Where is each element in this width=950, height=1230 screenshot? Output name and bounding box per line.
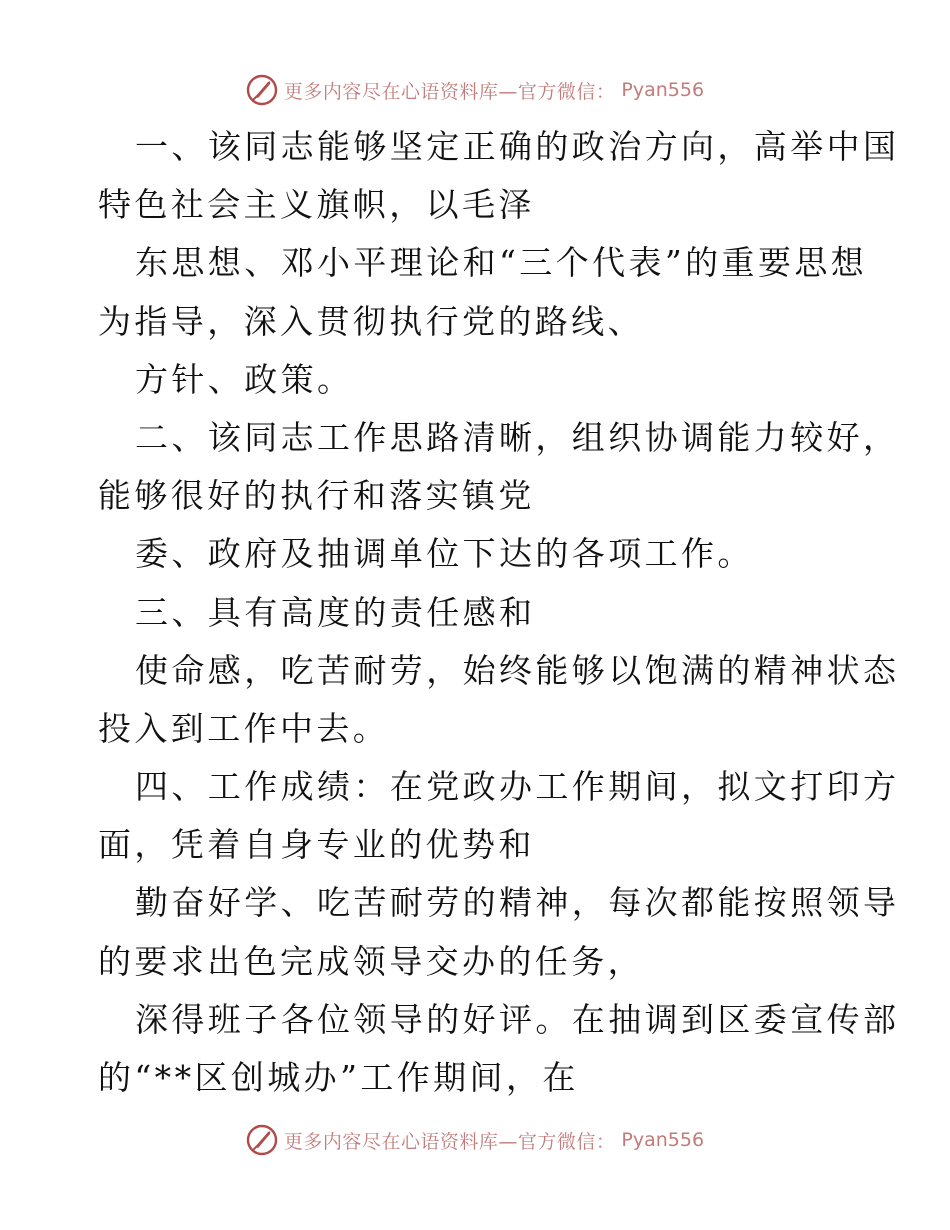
body-text-line: 特色社会主义旗帜，以毛泽: [98, 185, 535, 225]
body-text-line: 使命感，吃苦耐劳，始终能够以饱满的精神状态: [135, 650, 900, 690]
body-text-line: 的“**区创城办”工作期间，在: [98, 1058, 579, 1097]
header-watermark: [0, 70, 950, 110]
watermark-text: 更多内容尽在心语资料库—官方微信：: [283, 1130, 616, 1153]
body-text-line: 东思想、邓小平理论和“三个代表”的重要思想: [135, 243, 868, 283]
body-text-line: 勤奋好学、吃苦耐劳的精神，每次都能按照领导: [135, 883, 900, 923]
body-text-line: 三、具有高度的责任感和: [135, 592, 536, 632]
watermark-handle: Pyan556: [621, 79, 705, 101]
body-text-line: 方针、政策。: [135, 359, 354, 399]
body-text-line: 为指导，深入贯彻执行党的路线、: [98, 301, 644, 341]
body-text-line: 的要求出色完成领导交办的任务，: [98, 941, 644, 981]
watermark-text: 更多内容尽在心语资料库—官方微信：: [283, 80, 616, 103]
quill-logo-icon: [246, 1124, 278, 1156]
body-text-line: 投入到工作中去。: [98, 708, 390, 748]
body-text-line: 面，凭着自身专业的优势和: [98, 825, 535, 865]
watermark-handle: Pyan556: [621, 1129, 705, 1151]
body-text-line: 委、政府及抽调单位下达的各项工作。: [135, 534, 754, 574]
body-text-line: 一、该同志能够坚定正确的政治方向，高举中国: [135, 127, 900, 166]
body-text-line: 四、工作成绩：在党政办工作期间，拟文打印方: [135, 767, 900, 807]
body-text-line: 二、该同志工作思路清晰，组织协调能力较好，: [135, 417, 900, 457]
document-body: [98, 118, 900, 1107]
footer-watermark: [0, 1120, 950, 1160]
body-text-line: 能够很好的执行和落实镇党: [98, 476, 535, 516]
body-text-line: 深得班子各位领导的好评。在抽调到区委宣传部: [135, 999, 900, 1039]
quill-logo-icon: [246, 74, 278, 106]
